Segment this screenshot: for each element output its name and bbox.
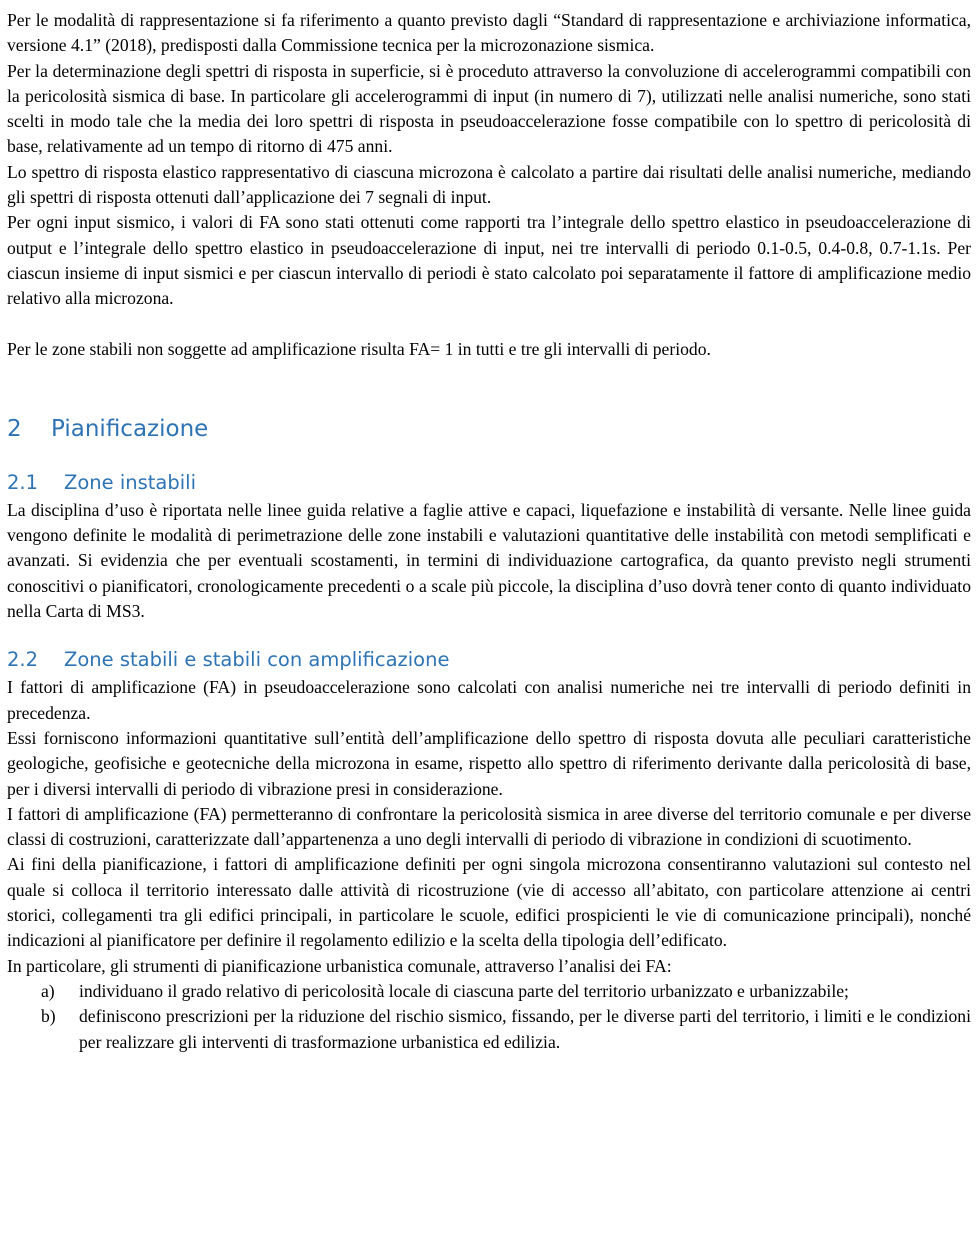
list-marker: b) xyxy=(41,1006,56,1027)
intro-closing-paragraph: Per le zone stabili non soggette ad amplificazione risulta FA= 1 in tutti e tre gli intervalli di periodo. xyxy=(7,338,711,359)
subsection-number: 2.1 xyxy=(7,470,39,494)
subsection-title: Zone stabili e stabili con amplificazione xyxy=(64,648,450,672)
intro-paragraph-2: Per la determinazione degli spettri di risposta in superficie, si è proceduto attraverso la convoluzione di accelerogrammi compatibili con la pericolosità sismica di base. In particolare gli accelerogrammi di input (in numero di 7), utilizzati nelle analisi numeriche, sono stati scelti in modo tale che la media dei loro spettri di risposta in pseudoaccelerazione fosse compatibile con lo spettro di pericolosità di base, relativamente ad un tempo di ritorno di 475 anni. xyxy=(7,60,971,157)
list-item xyxy=(7,979,971,1004)
zone-stabili-paragraph-3: I fattori di amplificazione (FA) permetteranno di confrontare la pericolosità sismica in aree diverse del territorio comunale e per diverse classi di costruzioni, caratterizzate dall’appartenenza a uno degli intervalli di periodo di vibrazione in condizioni di scuotimento. xyxy=(7,803,971,850)
intro-paragraph-3: Lo spettro di risposta elastico rappresentativo di ciascuna microzona è calcolato a partire dai risultati delle analisi numeriche, mediando gli spettri di risposta ottenuti dall’applicazione dei 7 segnali di input. xyxy=(7,161,971,208)
list-item-text: individuano il grado relativo di pericolosità locale di ciascuna parte del territorio urbanizzato e urbanizzabile; xyxy=(79,980,849,1001)
document-page xyxy=(7,8,971,1055)
zone-instabili-paragraph: La disciplina d’uso è riportata nelle linee guida relative a faglie attive e capaci, liquefazione e instabilità di versante. Nelle linee guida vengono definite le modalità di perimetrazione delle zone instabili e valutazioni quantitative delle instabilità con metodi semplificati e avanzati. Si evidenzia che per eventuali scostamenti, in termini di individuazione cartografica, da quanto previsto negli strumenti conoscitivi o pianificatori, cronologicamente precedenti o a scale più piccole, la disciplina d’uso dovrà tener conto di quanto individuato nella Carta di MS3. xyxy=(7,499,971,622)
list-item-text: definiscono prescrizioni per la riduzione del rischio sismico, fissando, per le diverse parti del territorio, i limiti e le condizioni per realizzare gli interventi di trasformazione urbanistica ed edilizia. xyxy=(79,1006,971,1052)
zone-stabili-paragraph-5: In particolare, gli strumenti di pianificazione urbanistica comunale, attraverso l’analisi dei FA: xyxy=(7,955,672,976)
zone-stabili-paragraph-4: Ai fini della pianificazione, i fattori di amplificazione definiti per ogni singola microzona consentiranno valutazioni sul contesto nel quale si colloca il territorio interessato dalle attività di ricostruzione (vie di accesso all’abitato, con particolare attenzione ai centri storici, collegamenti tra gli edifici principali, in particolare le scuole, edifici prospicienti le vie di comunicazione principali), nonché indicazioni al pianificatore per definire il regolamento edilizio e la scelta della tipologia dell’edificato. xyxy=(7,854,971,951)
intro-paragraph-4: Per ogni input sismico, i valori di FA sono stati ottenuti come rapporti tra l’integrale dello spettro elastico in pseudoaccelerazione di output e l’integrale dello spettro elastico in pseudoaccelerazione di input, nei tre intervalli di periodo 0.1-0.5, 0.4-0.8, 0.7-1.1s. Per ciascun insieme di input sismici e per ciascun intervallo di periodi è stato calcolato poi separatamente il fattore di amplificazione medio relativo alla microzona. xyxy=(7,212,971,309)
subsection-title: Zone instabili xyxy=(64,470,197,494)
intro-paragraph-1: Per le modalità di rappresentazione si fa riferimento a quanto previsto dagli “Standard di rappresentazione e archiviazione informatica, versione 4.1” (2018), predisposti dalla Commissione tecnica per la microzonazione sismica. xyxy=(7,10,971,56)
list-marker: a) xyxy=(41,980,55,1001)
zone-stabili-paragraph-1: I fattori di amplificazione (FA) in pseudoaccelerazione sono calcolati con analisi numeriche nei tre intervalli di periodo definiti in precedenza. xyxy=(7,677,971,723)
section-title: Pianificazione xyxy=(51,415,209,442)
subsection-heading-2-2 xyxy=(7,647,971,673)
zone-stabili-paragraph-2: Essi forniscono informazioni quantitative sull’entità dell’amplificazione dello spettro di risposta dovuta alle peculiari caratteristiche geologiche, geofisiche e geotecniche della microzona in esame, rispetto allo spettro di riferimento derivante dalla pericolosità di base, per i diversi intervalli di periodo di vibrazione presi in considerazione. xyxy=(7,727,971,799)
list-item xyxy=(7,1004,971,1055)
fa-analysis-list xyxy=(7,979,971,1055)
subsection-number: 2.2 xyxy=(7,648,39,672)
section-gap xyxy=(7,362,971,410)
section-heading-2 xyxy=(7,414,971,444)
subsection-heading-2-1 xyxy=(7,470,971,496)
blank-line xyxy=(7,312,971,337)
section-number: 2 xyxy=(7,415,22,442)
